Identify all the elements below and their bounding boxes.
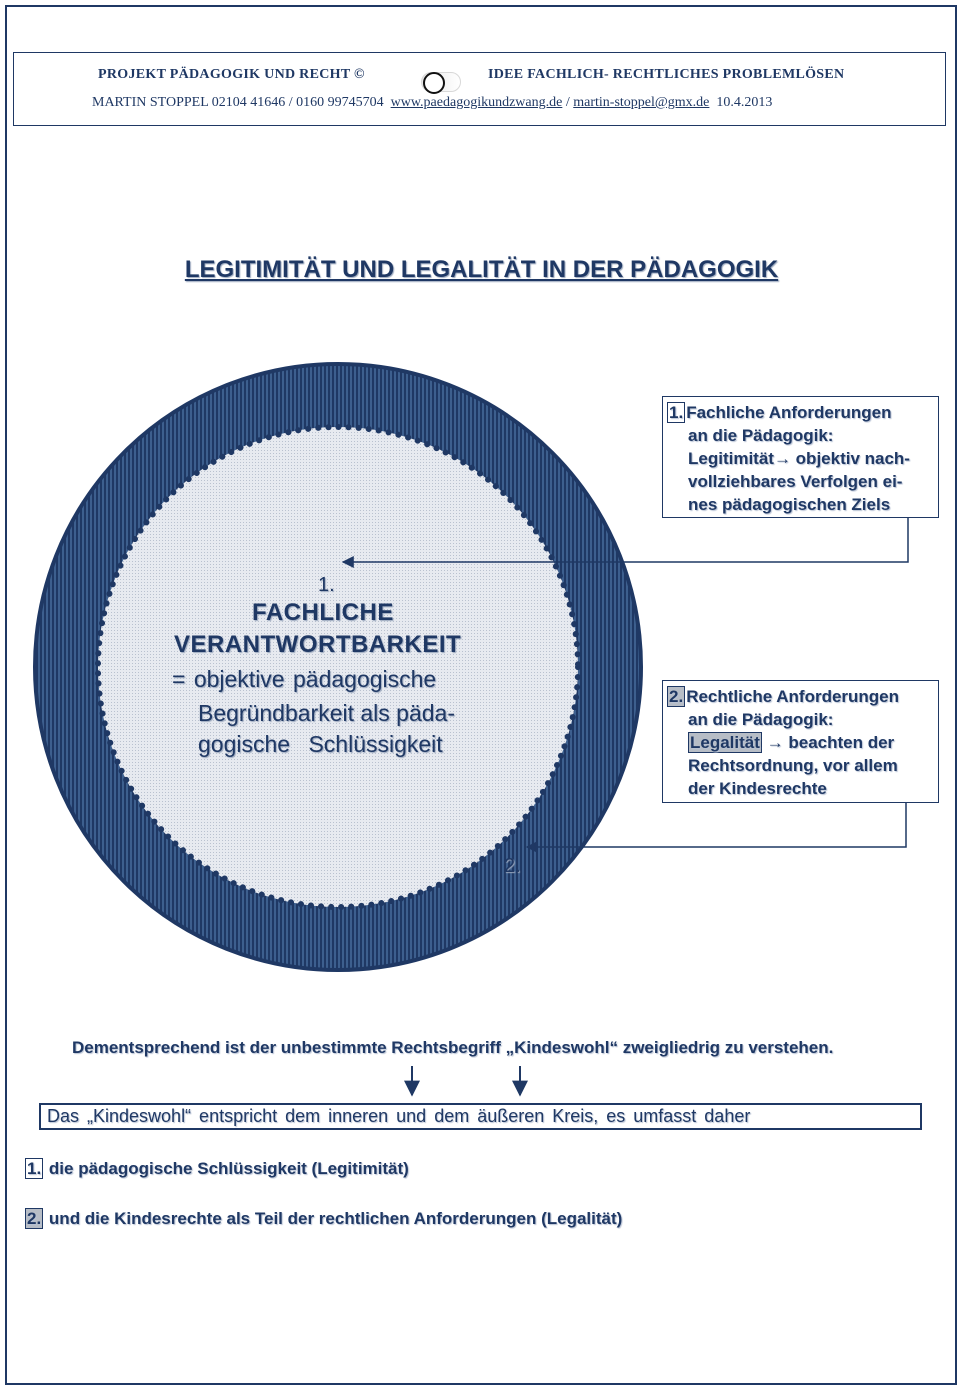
summary-box: Das „Kindeswohl“ entspricht dem inneren und dem äußeren Kreis, es umfasst daher: [39, 1103, 922, 1130]
callout-1-number: 1.: [669, 403, 684, 422]
callout-legitimacy: [662, 396, 939, 518]
callout-1-line-4: vollziehbares Verfolgen ei-: [688, 472, 903, 491]
callout-1-line-3: Legitimität→ objektiv nach-: [688, 449, 910, 468]
callout-2-line-3: Legalität → beachten der: [690, 733, 895, 752]
idea-title: IDEE FACHLICH- RECHTLICHES PROBLEMLÖSEN: [488, 67, 845, 82]
list-item-legitimacy: [25, 1158, 409, 1179]
list-text-2: und die Kindesrechte als Teil der rechtlichen Anforderungen (Legalität): [48, 1209, 623, 1228]
callout-1-line-1: 1. Fachliche Anforderungen: [669, 403, 892, 422]
callout-1-line-5: nes pädagogischen Ziels: [688, 495, 891, 514]
contact-separator: /: [565, 95, 570, 110]
callout-2-number: 2.: [669, 687, 684, 706]
author-contact: MARTIN STOPPEL 02104 41646 / 0160 99745704: [92, 95, 384, 110]
project-title: PROJEKT PÄDAGOGIK UND RECHT ©: [98, 67, 365, 82]
header-date: 10.4.2013: [716, 95, 773, 110]
statement-text: Dementsprechend ist der unbestimmte Rechtsbegriff „Kindeswohl“ zweigliedrig zu verstehen.: [72, 1038, 834, 1057]
inner-heading-fachliche: FACHLICHE: [252, 599, 394, 626]
inner-heading-verantwortbarkeit: VERANTWORTBARKEIT: [174, 631, 462, 658]
inner-text-line-2: Begründbarkeit als päda-: [198, 700, 455, 726]
legality-highlight: Legalität: [690, 733, 760, 752]
callout-2-line-5: der Kindesrechte: [688, 779, 827, 798]
list-text-1: die pädagogische Schlüssigkeit (Legitimität): [48, 1159, 409, 1178]
inner-text-line-1: = objektive pädagogische: [172, 666, 437, 692]
callout-2-line-4: Rechtsordnung, vor allem: [688, 756, 898, 775]
inner-circle-number: 1.: [318, 574, 335, 596]
page-title: LEGITIMITÄT UND LEGALITÄT IN DER PÄDAGOGIK: [184, 256, 779, 283]
list-number-2: 2.: [27, 1209, 42, 1228]
email-link[interactable]: martin-stoppel@gmx.de: [573, 95, 710, 110]
callout-1-line-2: an die Pädagogik:: [688, 426, 834, 445]
callout-2-line-2: an die Pädagogik:: [688, 710, 834, 729]
inner-text-line-3: gogische Schlüssigkeit: [198, 731, 443, 757]
list-number-1: 1.: [27, 1159, 42, 1178]
callout-2-line-1: 2. Rechtliche Anforderungen: [669, 687, 900, 706]
outer-circle-number: 2.: [504, 855, 521, 877]
callout-legality: [662, 680, 939, 803]
list-item-legality: [25, 1208, 622, 1229]
website-link[interactable]: www.paedagogikundzwang.de: [390, 95, 563, 110]
